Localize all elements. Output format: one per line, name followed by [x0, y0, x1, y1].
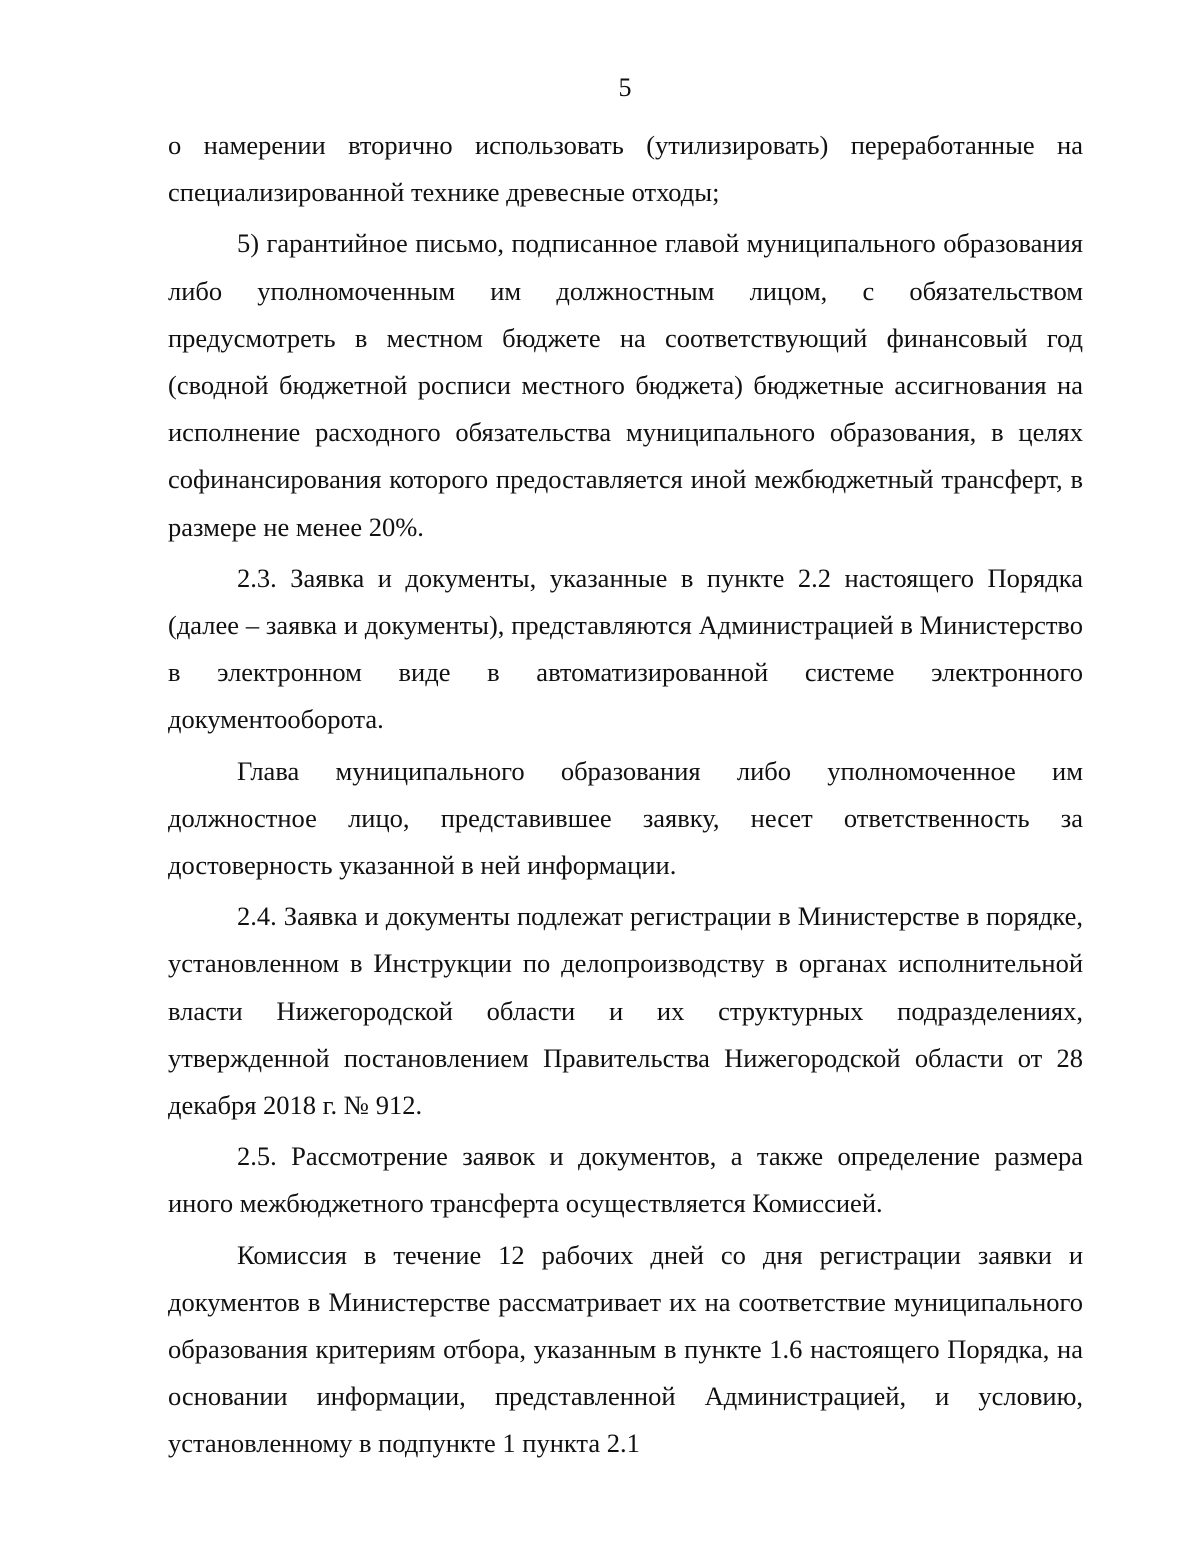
paragraph-3: 2.3. Заявка и документы, указанные в пункте 2.2 настоящего Порядка (далее – заявка и документы), представляются Администрацией в Министерство в электронном виде в автоматизированной системе электронного документооборота. — [168, 562, 1083, 735]
paragraph-5: 2.4. Заявка и документы подлежат регистрации в Министерстве в порядке, установленном в Инструкции по делопроизводству в органах исполнительной власти Нижегородской области и их структурных подразделениях, утвержденной постановлением Правительства Нижегородской области от 28 декабря 2018 г. № 912. — [168, 901, 1083, 1121]
paragraph-6: 2.5. Рассмотрение заявок и документов, а также определение размера иного межбюджетного трансферта осуществляется Комиссией. — [168, 1141, 1083, 1219]
paragraph-2: 5) гарантийное письмо, подписанное главой муниципального образования либо уполномоченным им должностным лицом, с обязательством предусмотреть в местном бюджете на соответствующий финансовый год (сводной бюджетной росписи местного бюджета) бюджетные ассигнования на исполнение расходного обязательства муниципального образования, в целях софинансирования которого предоставляется иной межбюджетный трансферт, в размере не менее 20%. — [168, 228, 1083, 542]
page-number: 5 — [618, 73, 632, 102]
paragraph-4: Глава муниципального образования либо уполномоченное им должностное лицо, представившее заявку, несет ответственность за достоверность указанной в ней информации. — [168, 755, 1083, 881]
document-body — [168, 122, 1083, 1468]
paragraph-7: Комиссия в течение 12 рабочих дней со дня регистрации заявки и документов в Министерстве рассматривает их на соответствие муниципального образования критериям отбора, указанным в пункте 1.6 настоящего Порядка, на основании информации, представленной Администрацией, и условию, установленному в подпункте 1 пункта 2.1 — [168, 1239, 1083, 1459]
paragraph-1: о намерении вторично использовать (утилизировать) переработанные на специализированной технике древесные отходы; — [168, 130, 1083, 208]
